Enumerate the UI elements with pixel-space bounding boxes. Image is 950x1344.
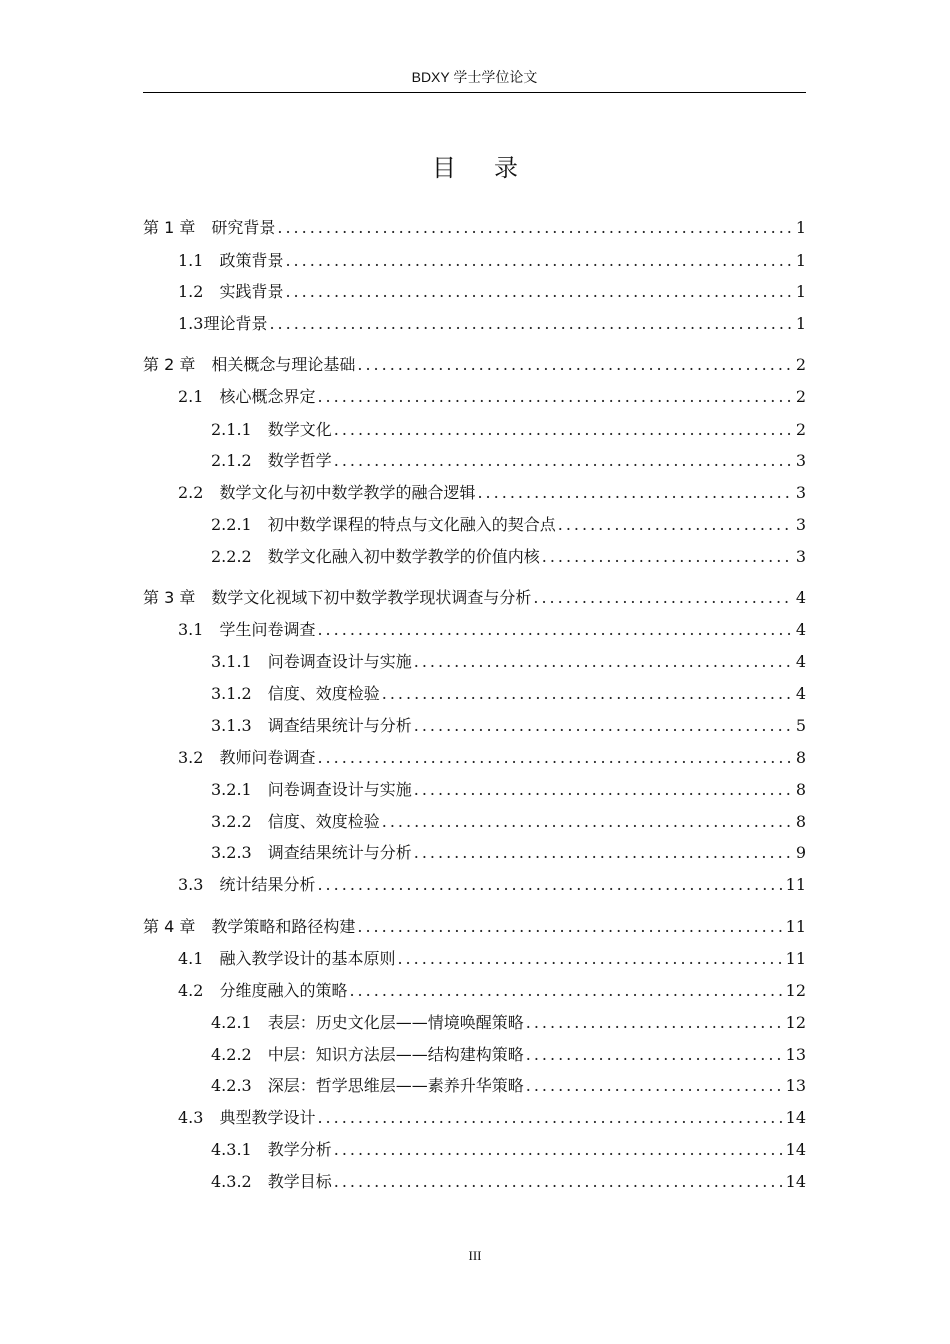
dot-leader (357, 353, 791, 377)
toc-entry-number: 第 3 章 (143, 588, 196, 607)
toc-entry-title: 数学文化视域下初中数学教学现状调查与分析 (211, 588, 532, 607)
toc-entry-title: 数学文化与初中数学教学的融合逻辑 (219, 483, 476, 502)
toc-entry-number: 3.2.3 (211, 843, 252, 862)
dot-leader (349, 979, 781, 1003)
toc-entry-number: 1.3 (178, 314, 204, 333)
toc-entry-page: 2 (795, 420, 806, 439)
dot-leader (317, 746, 791, 770)
toc-entry[interactable] (143, 216, 806, 240)
dot-leader (317, 618, 791, 642)
toc-entry-page: 9 (795, 843, 806, 862)
toc-entry-number: 第 4 章 (143, 917, 196, 936)
toc-entry[interactable] (143, 915, 806, 939)
dot-leader (526, 1011, 782, 1035)
toc-entry[interactable] (143, 353, 806, 377)
dot-leader (269, 312, 791, 336)
toc-entry[interactable] (143, 280, 806, 304)
dot-leader (382, 810, 792, 834)
dot-leader (526, 1074, 782, 1098)
toc-entry[interactable] (143, 682, 806, 706)
toc-entry-number: 2.2 (178, 483, 204, 502)
toc-entry-page: 13 (785, 1076, 806, 1095)
toc-entry-number: 2.1 (178, 387, 204, 406)
dot-leader (334, 1138, 782, 1162)
toc-entry-title: 分维度融入的策略 (219, 981, 348, 1000)
toc-entry[interactable] (143, 385, 806, 409)
toc-entry-page: 8 (795, 780, 806, 799)
toc-entry[interactable] (143, 746, 806, 770)
toc-entry-number: 4.2.2 (211, 1045, 252, 1064)
toc-entry-number: 4.2.1 (211, 1013, 252, 1032)
toc-entry-title: 信度、效度检验 (267, 812, 380, 831)
dot-leader (317, 385, 791, 409)
dot-leader (477, 481, 791, 505)
toc-entry-title: 政策背景 (219, 251, 284, 270)
toc-entry[interactable] (143, 513, 806, 537)
toc-entry-number: 4.2 (178, 981, 204, 1000)
toc-entry-title: 问卷调查设计与实施 (267, 780, 412, 799)
toc-entry-number: 3.1 (178, 620, 204, 639)
toc-entry-page: 2 (795, 355, 806, 374)
toc-entry-number: 2.1.1 (211, 420, 252, 439)
toc-entry[interactable] (143, 586, 806, 610)
dot-leader (285, 280, 791, 304)
toc-entry-page: 14 (785, 1172, 806, 1191)
dot-leader (334, 449, 792, 473)
dot-leader (414, 778, 792, 802)
toc-entry-title: 教学目标 (267, 1172, 332, 1191)
toc-entry-number: 3.2.2 (211, 812, 252, 831)
toc-entry[interactable] (143, 481, 806, 505)
dot-leader (526, 1043, 782, 1067)
toc-entry-number: 1.2 (178, 282, 204, 301)
toc-entry-page: 1 (795, 282, 806, 301)
toc-entry-page: 12 (785, 981, 806, 1000)
dot-leader (357, 915, 781, 939)
toc-entry-title: 数学哲学 (267, 451, 332, 470)
header-text: BDXY 学士学位论文 (411, 69, 538, 85)
toc-entry-title: 教学分析 (267, 1140, 332, 1159)
toc-entry-title: 融入教学设计的基本原则 (219, 949, 396, 968)
dot-leader (334, 1170, 782, 1194)
toc-entry-number: 第 1 章 (143, 218, 196, 237)
toc-entry-page: 14 (785, 1108, 806, 1127)
toc-entry-title: 中层：知识方法层——结构建构策略 (267, 1045, 524, 1064)
toc-entry-page: 1 (795, 314, 806, 333)
toc-entry-page: 3 (795, 515, 806, 534)
page-number: III (468, 1248, 482, 1263)
toc-entry-number: 4.3 (178, 1108, 204, 1127)
toc-entry-page: 4 (795, 652, 806, 671)
toc-entry-number: 第 2 章 (143, 355, 196, 374)
toc-entry-number: 3.1.2 (211, 684, 252, 703)
toc-entry-number: 3.1.1 (211, 652, 252, 671)
toc-entry[interactable] (143, 1011, 806, 1035)
toc-entry-number: 3.1.3 (211, 716, 252, 735)
dot-leader (542, 545, 792, 569)
toc-entry-page: 3 (795, 547, 806, 566)
toc-entry-title: 相关概念与理论基础 (211, 355, 356, 374)
toc-entry-page: 12 (785, 1013, 806, 1032)
toc-entry[interactable] (143, 249, 806, 273)
toc-entry[interactable] (143, 947, 806, 971)
toc-entry-number: 3.3 (178, 875, 204, 894)
toc-entry-title: 信度、效度检验 (267, 684, 380, 703)
toc-entry-title: 学生问卷调查 (219, 620, 316, 639)
dot-leader (533, 586, 791, 610)
running-header (143, 66, 806, 93)
toc-entry[interactable] (143, 778, 806, 802)
toc-entry-page: 1 (795, 218, 806, 237)
dot-leader (414, 650, 792, 674)
toc-entry[interactable] (143, 841, 806, 865)
toc-entry[interactable] (143, 618, 806, 642)
toc-entry-number: 4.1 (178, 949, 204, 968)
dot-leader (382, 682, 792, 706)
toc-entry-title: 教师问卷调查 (219, 748, 316, 767)
toc-entry-title: 理论背景 (203, 314, 268, 333)
toc-entry[interactable] (143, 1106, 806, 1130)
page-title: 目录 (432, 154, 556, 182)
toc-entry[interactable] (143, 873, 806, 897)
toc-entry[interactable] (143, 1074, 806, 1098)
toc-entry[interactable] (143, 545, 806, 569)
toc-entry-title: 调查结果统计与分析 (267, 843, 412, 862)
toc-entry-title: 问卷调查设计与实施 (267, 652, 412, 671)
toc-entry-page: 11 (785, 949, 806, 968)
toc-entry-page: 3 (795, 483, 806, 502)
toc-entry-title: 统计结果分析 (219, 875, 316, 894)
toc-entry-page: 4 (795, 620, 806, 639)
toc-entry-page: 5 (795, 716, 806, 735)
toc-entry-number: 3.2.1 (211, 780, 252, 799)
toc-entry-number: 4.3.1 (211, 1140, 252, 1159)
toc-entry-number: 1.1 (178, 251, 204, 270)
toc-entry-page: 1 (795, 251, 806, 270)
toc-entry-title: 实践背景 (219, 282, 284, 301)
toc-entry-title: 表层：历史文化层——情境唤醒策略 (267, 1013, 524, 1032)
dot-leader (317, 1106, 781, 1130)
dot-leader (397, 947, 781, 971)
toc-entry-title: 调查结果统计与分析 (267, 716, 412, 735)
toc-entry-number: 4.3.2 (211, 1172, 252, 1191)
dot-leader (285, 249, 791, 273)
toc-entry-page: 8 (795, 748, 806, 767)
toc-entry-title: 数学文化 (267, 420, 332, 439)
toc-entry[interactable] (143, 1043, 806, 1067)
toc-entry[interactable] (143, 650, 806, 674)
toc-entry-title: 深层：哲学思维层——素养升华策略 (267, 1076, 524, 1095)
toc-entry-page: 8 (795, 812, 806, 831)
toc-entry-page: 3 (795, 451, 806, 470)
toc-entry[interactable] (143, 714, 806, 738)
toc-entry-number: 2.2.1 (211, 515, 252, 534)
toc-entry[interactable] (143, 449, 806, 473)
toc-entry[interactable] (143, 1170, 806, 1194)
dot-leader (414, 841, 792, 865)
dot-leader (414, 714, 792, 738)
toc-entry-title: 典型教学设计 (219, 1108, 316, 1127)
toc-entry[interactable] (143, 810, 806, 834)
toc-entry[interactable] (143, 418, 806, 442)
toc-entry-page: 4 (795, 684, 806, 703)
dot-leader (317, 873, 781, 897)
toc-entry-title: 研究背景 (211, 218, 276, 237)
dot-leader (277, 216, 791, 240)
toc-entry-page: 13 (785, 1045, 806, 1064)
toc-entry-title: 初中数学课程的特点与文化融入的契合点 (267, 515, 556, 534)
toc-entry[interactable] (143, 312, 806, 336)
toc-entry[interactable] (143, 1138, 806, 1162)
toc-entry[interactable] (143, 979, 806, 1003)
toc-entry-number: 2.2.2 (211, 547, 252, 566)
toc-entry-number: 2.1.2 (211, 451, 252, 470)
toc-entry-page: 4 (795, 588, 806, 607)
toc-entry-page: 14 (785, 1140, 806, 1159)
toc-entry-number: 4.2.3 (211, 1076, 252, 1095)
dot-leader (558, 513, 792, 537)
toc-entry-title: 核心概念界定 (219, 387, 316, 406)
toc-entry-page: 2 (795, 387, 806, 406)
toc-entry-title: 教学策略和路径构建 (211, 917, 356, 936)
toc-entry-page: 11 (785, 917, 806, 936)
toc-entry-title: 数学文化融入初中数学教学的价值内核 (267, 547, 540, 566)
dot-leader (334, 418, 792, 442)
toc-entry-page: 11 (785, 875, 806, 894)
toc-entry-number: 3.2 (178, 748, 204, 767)
